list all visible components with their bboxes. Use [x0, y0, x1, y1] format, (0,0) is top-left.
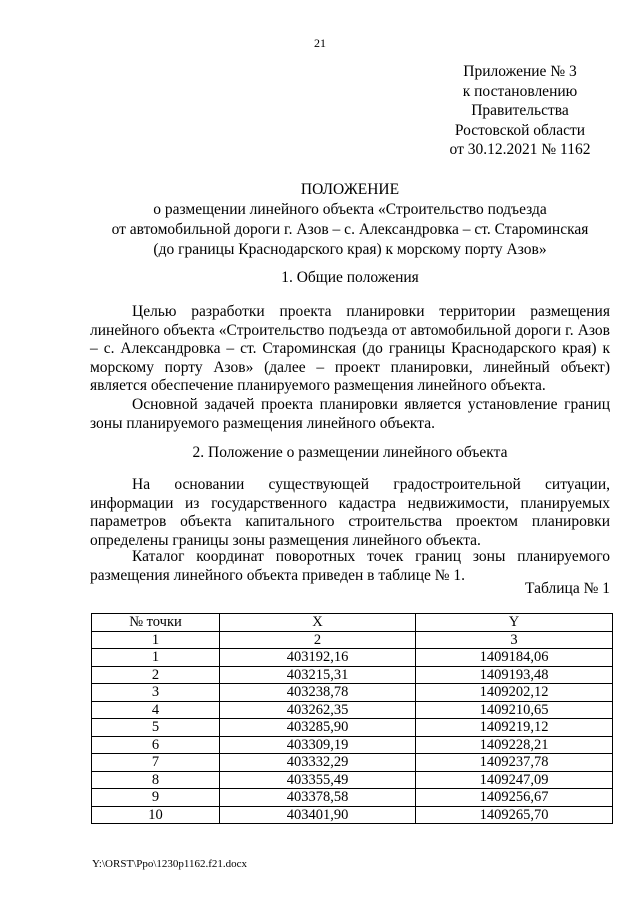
table-row — [92, 666, 613, 684]
table-cell: 1409184,06 — [416, 649, 613, 667]
table-row — [92, 701, 613, 719]
table-cell: 1409256,67 — [416, 789, 613, 807]
table-cell: 9 — [92, 789, 220, 807]
table-cell: 10 — [92, 806, 220, 824]
column-number-row — [92, 631, 613, 649]
table-row — [92, 754, 613, 772]
table-cell: 5 — [92, 719, 220, 737]
table-cell: 1 — [92, 649, 220, 667]
appendix-line: от 30.12.2021 № 1162 — [449, 141, 591, 158]
title-line: о размещении линейного объекта «Строительство подъезда — [153, 201, 547, 218]
table-cell: 1409210,65 — [416, 701, 613, 719]
table-cell: 403238,78 — [220, 684, 416, 702]
table-cell: 1409193,48 — [416, 666, 613, 684]
table-cell: 8 — [92, 771, 220, 789]
appendix-line: Ростовской области — [454, 121, 586, 139]
section-1-paragraph-1: Целью разработки проекта планировки территории размещения линейного объекта «Строительство подъезда от автомобильной дороги г. Азов – с. Александровка – ст. Староминская (до границы Краснодарского края) к морскому порту Азов» (далее – проект планировки, линейный объект) является обеспечение планируемого размещения линейного объекта. — [90, 303, 610, 394]
table-cell: 1409265,70 — [416, 806, 613, 824]
table-row — [92, 736, 613, 754]
table-cell: 403309,19 — [220, 736, 416, 754]
table-cell: 403192,16 — [220, 649, 416, 667]
table-cell: 6 — [92, 736, 220, 754]
table-cell: 1409247,09 — [416, 771, 613, 789]
table-cell: 4 — [92, 701, 220, 719]
appendix-line: Приложение № 3 — [463, 63, 577, 80]
section-1-heading: 1. Общие положения — [281, 269, 419, 286]
table-row — [92, 789, 613, 807]
table-header-row — [92, 614, 613, 632]
table-row — [92, 684, 613, 702]
header-point-number: № точки — [92, 614, 220, 632]
table-cell: 403262,35 — [220, 701, 416, 719]
header-x: X — [220, 614, 416, 632]
table-cell: 1409202,12 — [416, 684, 613, 702]
document-title — [60, 180, 640, 260]
table-cell: 2 — [220, 631, 416, 649]
table-row — [92, 719, 613, 737]
table-cell: 1409237,78 — [416, 754, 613, 772]
header-y: Y — [416, 614, 613, 632]
table-cell: 7 — [92, 754, 220, 772]
section-2-heading: 2. Положение о размещении линейного объекта — [192, 444, 508, 461]
table-cell: 403332,29 — [220, 754, 416, 772]
table-cell: 1409228,21 — [416, 736, 613, 754]
title-heading: ПОЛОЖЕНИЕ — [300, 181, 400, 198]
appendix-line: Правительства — [471, 102, 569, 119]
table-cell: 1409219,12 — [416, 719, 613, 737]
page-number: 21 — [314, 36, 326, 50]
table-cell: 403285,90 — [220, 719, 416, 737]
section-2-paragraph-2: Каталог координат поворотных точек границ зоны планируемого размещения линейного объекта приведен в таблице № 1. — [90, 548, 610, 584]
section-1-paragraph-2: Основной задачей проекта планировки является установление границ зоны планируемого размещения линейного объекта. — [90, 396, 610, 432]
table-label: Таблица № 1 — [525, 580, 610, 597]
table-cell: 1 — [92, 631, 220, 649]
table-row — [92, 649, 613, 667]
table-cell: 3 — [416, 631, 613, 649]
coordinates-table — [91, 613, 613, 824]
file-path-footer: Y:\ORST\Ppo\1230p1162.f21.docx — [92, 858, 248, 870]
section-2-paragraph-1: На основании существующей градостроительной ситуации, информации из государственного кадастра недвижимости, планируемых параметров объекта капитального строительства проектом планировки определены границы зоны размещения линейного объекта. — [90, 476, 610, 549]
appendix-line: к постановлению — [462, 82, 578, 100]
table-row — [92, 806, 613, 824]
table-cell: 2 — [92, 666, 220, 684]
table-row — [92, 771, 613, 789]
table-cell: 403355,49 — [220, 771, 416, 789]
table-cell: 403215,31 — [220, 666, 416, 684]
title-line: (до границы Краснодарского края) к морскому порту Азов» — [153, 241, 547, 258]
table-cell: 403378,58 — [220, 789, 416, 807]
table-cell: 3 — [92, 684, 220, 702]
table-cell: 403401,90 — [220, 806, 416, 824]
title-line: от автомобильной дороги г. Азов – с. Александровка – ст. Староминская — [111, 221, 589, 238]
appendix-block — [430, 62, 610, 160]
